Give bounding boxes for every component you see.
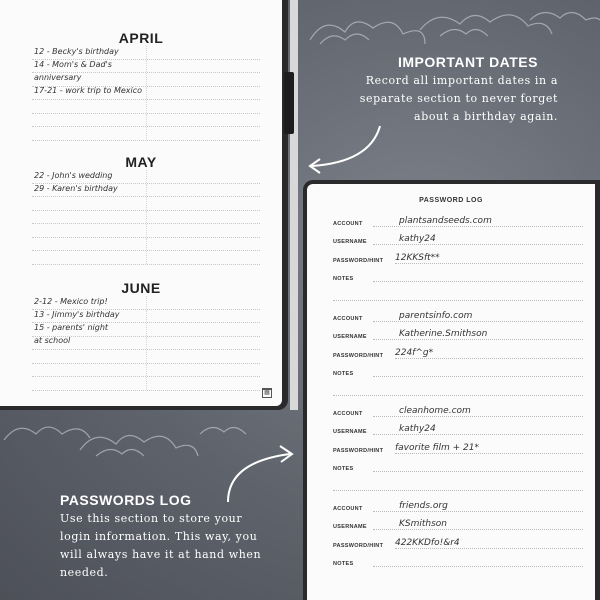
password-label: PASSWORD/HINT	[333, 352, 384, 359]
date-entry: 13 - Jimmy's birthday	[34, 310, 120, 319]
field-line	[373, 339, 583, 340]
arrow-to-planner-icon	[300, 120, 390, 180]
date-entry: 22 - John's wedding	[34, 171, 113, 180]
password-record	[333, 305, 583, 398]
password-log-title: PASSWORD LOG	[419, 197, 483, 204]
username-label: USERNAME	[333, 429, 367, 435]
field-line	[395, 358, 583, 359]
field-line	[373, 416, 583, 417]
username-value: KSmithson	[399, 519, 448, 529]
date-entry: 29 - Karen's birthday	[34, 184, 118, 193]
account-value: friends.org	[399, 500, 448, 511]
password-label: PASSWORD/HINT	[333, 257, 384, 264]
username-value: kathy24	[399, 424, 436, 434]
field-line	[373, 244, 583, 245]
field-line	[333, 490, 583, 491]
password-label: PASSWORD/HINT	[333, 447, 384, 454]
cloud-pattern-top-right	[300, 0, 600, 60]
passwords-log-description: Use this section to store your login information. This way, you will always have it at hand when needed.	[60, 512, 262, 579]
password-record	[333, 400, 583, 493]
notes-label: NOTES	[333, 561, 354, 567]
password-label: PASSWORD/HINT	[333, 542, 384, 549]
account-label: ACCOUNT	[333, 410, 363, 417]
field-line	[395, 453, 583, 454]
notes-label: NOTES	[333, 276, 354, 282]
username-label: USERNAME	[333, 524, 367, 530]
planner-notebook	[0, 0, 288, 410]
password-record	[333, 495, 583, 569]
username-label: USERNAME	[333, 334, 367, 340]
field-line	[373, 529, 583, 530]
password-value: 12KKSft**	[395, 252, 440, 263]
field-line	[395, 548, 583, 549]
field-line	[373, 566, 583, 567]
password-record	[333, 210, 583, 303]
username-value: kathy24	[399, 234, 436, 244]
password-value: 224f^g*	[395, 347, 434, 358]
field-line	[373, 471, 583, 472]
account-label: ACCOUNT	[333, 315, 363, 322]
field-line	[373, 376, 583, 377]
field-line	[373, 226, 583, 227]
elastic-band	[290, 0, 298, 410]
planner-page	[0, 0, 282, 406]
account-value: parentsinfo.com	[399, 310, 473, 321]
important-dates-description: Record all important dates in a separate section to never forget about a birthday again.	[359, 74, 558, 123]
account-label: ACCOUNT	[333, 220, 363, 227]
month-heading-may: MAY	[125, 154, 157, 170]
password-notebook	[303, 180, 600, 600]
password-value: favorite film + 21*	[395, 442, 479, 453]
field-line	[333, 300, 583, 301]
account-label: ACCOUNT	[333, 505, 363, 512]
passwords-log-title: PASSWORDS LOG	[60, 492, 192, 508]
notes-label: NOTES	[333, 371, 354, 377]
password-log-page	[307, 184, 595, 600]
date-entry: anniversary	[34, 73, 82, 82]
bookmark-tab	[284, 72, 294, 134]
month-heading-april: APRIL	[118, 30, 164, 46]
username-label: USERNAME	[333, 239, 367, 245]
calendar-icon: ▦	[262, 388, 272, 398]
field-line	[395, 263, 583, 264]
field-line	[373, 281, 583, 282]
date-entry: 2-12 - Mexico trip!	[34, 297, 108, 306]
field-line	[373, 511, 583, 512]
field-line	[373, 321, 583, 322]
password-value: 422KKDfo!&r4	[395, 537, 460, 548]
date-entry: at school	[34, 336, 71, 345]
important-dates-title: IMPORTANT DATES	[398, 54, 538, 70]
username-value: Katherine.Smithson	[399, 329, 488, 339]
date-entry: 12 - Becky's birthday	[34, 47, 119, 56]
date-entry: 14 - Mom's & Dad's	[34, 60, 112, 69]
field-line	[333, 395, 583, 396]
arrow-to-password-log-icon	[220, 440, 300, 510]
account-value: plantsandseeds.com	[399, 215, 492, 226]
date-entry: 17-21 - work trip to Mexico	[34, 86, 143, 95]
notes-label: NOTES	[333, 466, 354, 472]
date-entry: 15 - parents' night	[34, 323, 109, 332]
field-line	[373, 434, 583, 435]
account-value: cleanhome.com	[399, 405, 471, 416]
month-heading-june: JUNE	[121, 280, 161, 296]
